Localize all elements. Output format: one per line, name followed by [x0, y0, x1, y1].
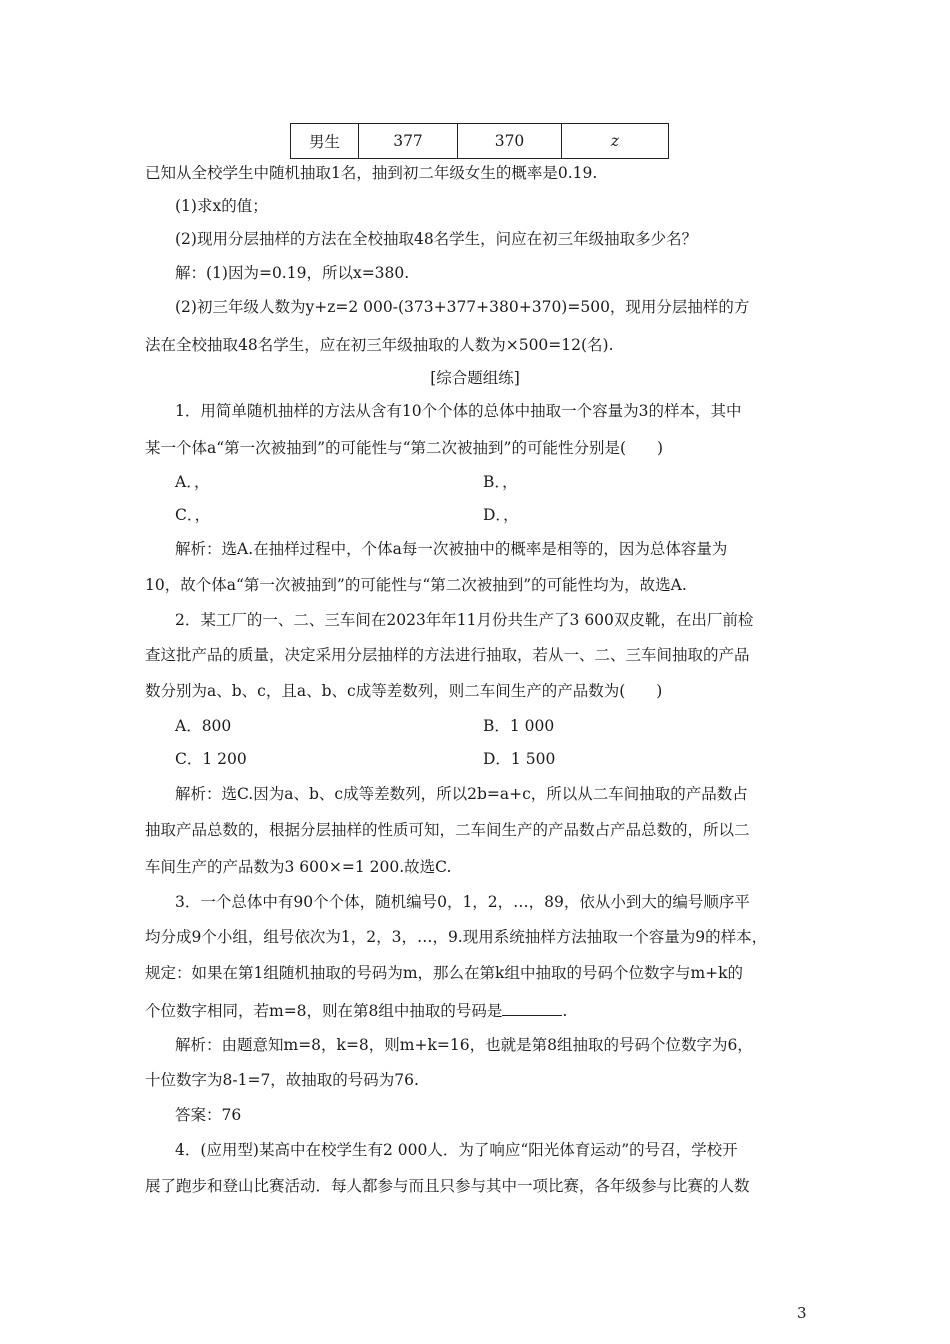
table-row	[291, 124, 669, 159]
solution-line: 抽取产品总数的，根据分层抽样的性质可知，二车间生产的产品数占产品总数的，所以二	[145, 821, 750, 839]
question-1-line: 某一个体a“第一次被抽到”的可能性与“第二次被抽到”的可能性分别是( )	[145, 439, 664, 457]
option-a: A．800	[175, 717, 232, 735]
option-a: A．，	[175, 473, 210, 491]
option-d: D．，	[483, 506, 519, 524]
solution-line: 解析：由题意知m=8，k=8，则m+k=16，也就是第8组抽取的号码个位数字为6，	[175, 1036, 753, 1054]
section-heading: [综合题组练]	[430, 369, 520, 387]
solution-line: 车间生产的产品数为3 600×=1 200.故选C.	[145, 858, 452, 876]
question-3-line: 均分成9个小组，组号依次为1，2，3，…，9.现用系统抽样方法抽取一个容量为9的样本，	[145, 928, 768, 946]
solution-line: 解析：选C.因为a、b、c成等差数列，所以2b=a+c，所以从二车间抽取的产品数占	[175, 785, 748, 803]
answer-line: 答案：76	[175, 1106, 242, 1124]
question-3-line: 规定：如果在第1组随机抽取的号码为m，那么在第k组中抽取的号码个位数字与m+k的	[145, 964, 744, 982]
text-line: 已知从全校学生中随机抽取1名，抽到初二年级女生的概率是0.19.	[145, 164, 598, 182]
question-2-line: 查这批产品的质量，决定采用分层抽样的方法进行抽取，若从一、二、三车间抽取的产品	[145, 646, 750, 664]
option-d: D．1 500	[483, 750, 556, 768]
question-1-line: 1．用简单随机抽样的方法从含有10个个体的总体中抽取一个容量为3的样本，其中	[175, 402, 742, 420]
question-4-line: 展了跑步和登山比赛活动．每人都参与而且只参与其中一项比赛，各年级参与比赛的人数	[145, 1177, 750, 1195]
solution-line: 十位数字为8-1=7，故抽取的号码为76.	[145, 1071, 419, 1089]
text-line: (1)求x的值；	[175, 197, 268, 215]
question-2-line: 2．某工厂的一、二、三车间在2023年年11月份共生产了3 600双皮靴，在出厂前检	[175, 611, 754, 629]
table-cell: 男生	[291, 124, 359, 159]
solution-line: 解析：选A.在抽样过程中，个体a每一次被抽中的概率是相等的，因为总体容量为	[175, 540, 728, 558]
question-2-line: 数分别为a、b、c，且a、b、c成等差数列，则二车间生产的产品数为( )	[145, 682, 663, 700]
question-4-line: 4．(应用型)某高中在校学生有2 000人．为了响应“阳光体育运动”的号召，学校开	[175, 1141, 738, 1159]
text-line: (2)现用分层抽样的方法在全校抽取48名学生，问应在初三年级抽取多少名？	[175, 230, 698, 248]
page-number: 3	[797, 1304, 807, 1322]
data-table	[290, 123, 669, 159]
table-cell: z	[562, 124, 669, 159]
option-c: C．，	[175, 506, 211, 524]
option-b: B．，	[483, 473, 518, 491]
table-cell: 370	[458, 124, 562, 159]
question-3-line: 3．一个总体中有90个个体，随机编号0，1，2，…，89，依从小到大的编号顺序平	[175, 893, 750, 911]
answer-blank	[502, 999, 562, 1016]
option-b: B．1 000	[483, 717, 555, 735]
question-3-line: 个位数字相同，若m=8，则在第8组中抽取的号码是 .	[145, 999, 567, 1022]
text-line: 解：(1)因为=0.19，所以x=380.	[175, 264, 410, 282]
table-cell: 377	[359, 124, 458, 159]
solution-line: 10，故个体a“第一次被抽到”的可能性与“第二次被抽到”的可能性均为，故选A.	[145, 576, 687, 594]
option-c: C．1 200	[175, 750, 247, 768]
text-line: (2)初三年级人数为y+z=2 000-(373+377+380+370)=500，现用分层抽样的方	[175, 298, 750, 316]
text-line: 法在全校抽取48名学生，应在初三年级抽取的人数为×500=12(名).	[145, 336, 614, 354]
